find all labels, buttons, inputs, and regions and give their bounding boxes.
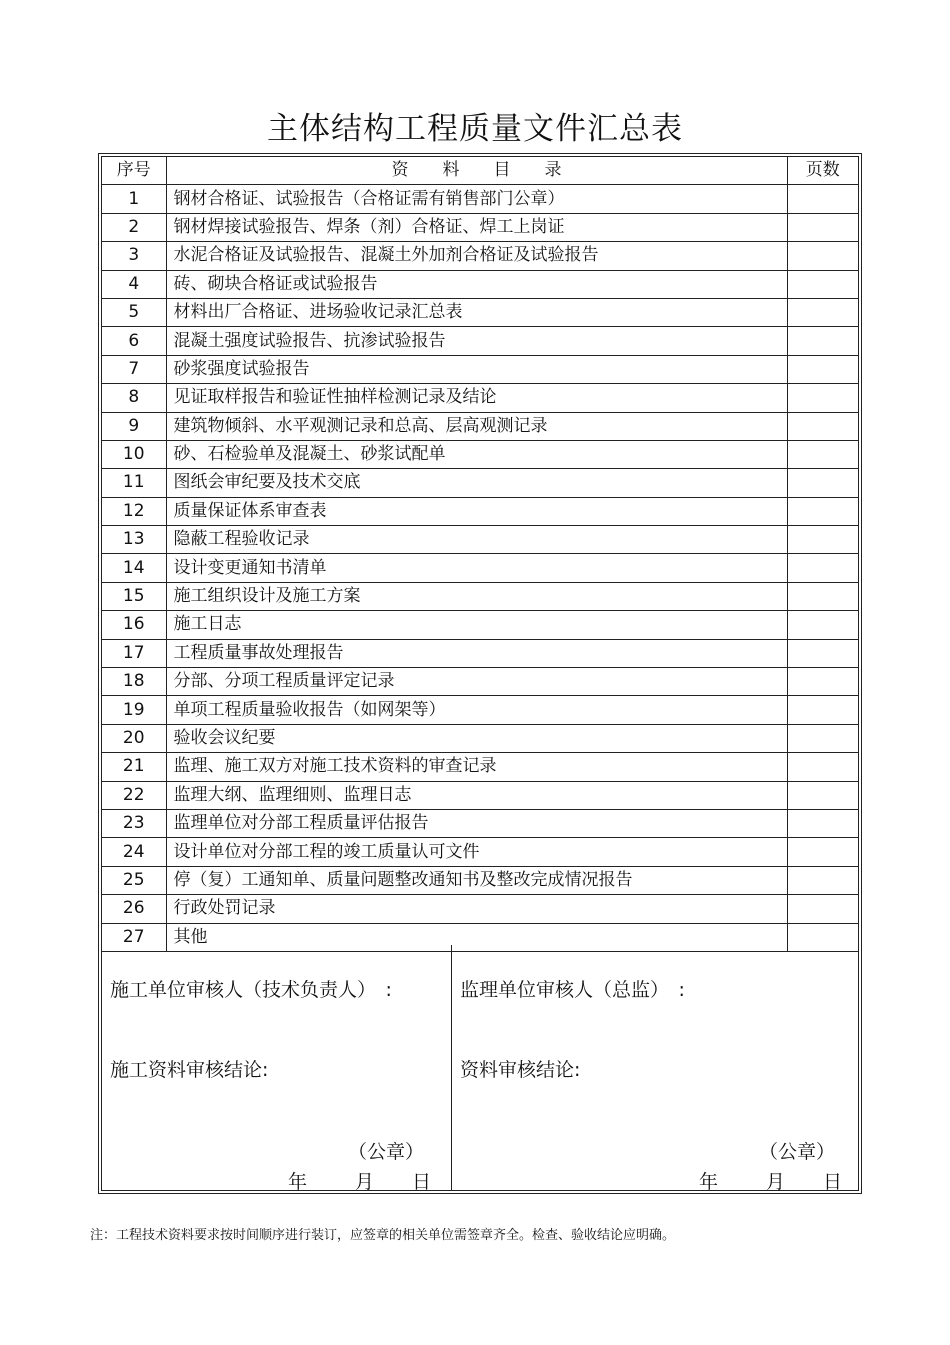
row-item: 材料出厂合格证、进场验收记录汇总表 bbox=[166, 298, 787, 326]
contractor-date bbox=[288, 1167, 431, 1194]
row-pages-cell[interactable] bbox=[787, 497, 858, 525]
row-pages-cell[interactable] bbox=[787, 753, 858, 781]
table-row bbox=[102, 781, 858, 809]
row-item: 砖、砌块合格证或试验报告 bbox=[166, 270, 787, 298]
row-item: 设计变更通知书清单 bbox=[166, 554, 787, 582]
row-item: 质量保证体系审查表 bbox=[166, 497, 787, 525]
row-item: 钢材合格证、试验报告（合格证需有销售部门公章） bbox=[166, 185, 787, 213]
row-pages-cell[interactable] bbox=[787, 781, 858, 809]
table-row bbox=[102, 384, 858, 412]
table-row bbox=[102, 611, 858, 639]
row-number: 13 bbox=[102, 526, 166, 554]
header-no: 序号 bbox=[102, 157, 166, 185]
row-pages-cell[interactable] bbox=[787, 213, 858, 241]
row-item: 建筑物倾斜、水平观测记录和总高、层高观测记录 bbox=[166, 412, 787, 440]
document-list-table bbox=[102, 157, 858, 952]
date-year: 年 bbox=[699, 1171, 719, 1193]
table-row bbox=[102, 185, 858, 213]
row-item: 行政处罚记录 bbox=[166, 895, 787, 923]
row-pages-cell[interactable] bbox=[787, 327, 858, 355]
summary-form bbox=[98, 153, 862, 1194]
row-number: 2 bbox=[102, 213, 166, 241]
row-item: 其他 bbox=[166, 923, 787, 951]
row-item: 见证取样报告和验证性抽样检测记录及结论 bbox=[166, 384, 787, 412]
row-number: 22 bbox=[102, 781, 166, 809]
row-number: 20 bbox=[102, 724, 166, 752]
row-number: 5 bbox=[102, 298, 166, 326]
row-number: 16 bbox=[102, 611, 166, 639]
row-number: 15 bbox=[102, 582, 166, 610]
row-item: 监理、施工双方对施工技术资料的审查记录 bbox=[166, 753, 787, 781]
table-row bbox=[102, 724, 858, 752]
supervisor-conclusion-label: 资料审核结论: bbox=[460, 1059, 581, 1081]
supervisor-seal-label: （公章） bbox=[759, 1141, 836, 1163]
header-pages: 页数 bbox=[787, 157, 858, 185]
row-number: 11 bbox=[102, 469, 166, 497]
row-pages-cell[interactable] bbox=[787, 355, 858, 383]
table-row bbox=[102, 298, 858, 326]
row-item: 验收会议纪要 bbox=[166, 724, 787, 752]
table-row bbox=[102, 866, 858, 894]
row-number: 25 bbox=[102, 866, 166, 894]
row-pages-cell[interactable] bbox=[787, 668, 858, 696]
row-number: 19 bbox=[102, 696, 166, 724]
row-number: 4 bbox=[102, 270, 166, 298]
row-item: 工程质量事故处理报告 bbox=[166, 639, 787, 667]
table-row bbox=[102, 270, 858, 298]
row-number: 21 bbox=[102, 753, 166, 781]
row-pages-cell[interactable] bbox=[787, 838, 858, 866]
row-item: 分部、分项工程质量评定记录 bbox=[166, 668, 787, 696]
table-row bbox=[102, 838, 858, 866]
row-pages-cell[interactable] bbox=[787, 185, 858, 213]
date-day: 日 bbox=[412, 1171, 432, 1193]
signature-section bbox=[102, 945, 858, 1193]
row-pages-cell[interactable] bbox=[787, 469, 858, 497]
table-row bbox=[102, 412, 858, 440]
row-pages-cell[interactable] bbox=[787, 696, 858, 724]
row-number: 18 bbox=[102, 668, 166, 696]
row-item: 施工组织设计及施工方案 bbox=[166, 582, 787, 610]
contractor-reviewer-label: 施工单位审核人（技术负责人） : bbox=[110, 979, 392, 1001]
table-row bbox=[102, 213, 858, 241]
supervisor-review-panel bbox=[452, 945, 858, 1193]
row-item: 停（复）工通知单、质量问题整改通知书及整改完成情况报告 bbox=[166, 866, 787, 894]
row-item: 施工日志 bbox=[166, 611, 787, 639]
row-item: 单项工程质量验收报告（如网架等） bbox=[166, 696, 787, 724]
form-inner-border bbox=[101, 156, 859, 1191]
contractor-review-panel bbox=[102, 945, 452, 1193]
table-row bbox=[102, 554, 858, 582]
table-row bbox=[102, 327, 858, 355]
row-item: 设计单位对分部工程的竣工质量认可文件 bbox=[166, 838, 787, 866]
row-pages-cell[interactable] bbox=[787, 724, 858, 752]
row-pages-cell[interactable] bbox=[787, 554, 858, 582]
row-number: 12 bbox=[102, 497, 166, 525]
date-month: 月 bbox=[355, 1171, 375, 1193]
row-pages-cell[interactable] bbox=[787, 270, 858, 298]
date-year: 年 bbox=[288, 1171, 308, 1193]
row-pages-cell[interactable] bbox=[787, 582, 858, 610]
table-row bbox=[102, 696, 858, 724]
row-pages-cell[interactable] bbox=[787, 384, 858, 412]
row-number: 27 bbox=[102, 923, 166, 951]
contractor-seal-label: （公章） bbox=[348, 1141, 425, 1163]
table-row bbox=[102, 753, 858, 781]
table-row bbox=[102, 809, 858, 837]
table-row bbox=[102, 242, 858, 270]
row-number: 24 bbox=[102, 838, 166, 866]
row-item: 砂、石检验单及混凝土、砂浆试配单 bbox=[166, 440, 787, 468]
table-row bbox=[102, 639, 858, 667]
contractor-conclusion-label: 施工资料审核结论: bbox=[110, 1059, 269, 1081]
row-pages-cell[interactable] bbox=[787, 412, 858, 440]
row-number: 26 bbox=[102, 895, 166, 923]
row-number: 10 bbox=[102, 440, 166, 468]
row-pages-cell[interactable] bbox=[787, 526, 858, 554]
row-pages-cell[interactable] bbox=[787, 809, 858, 837]
row-item: 水泥合格证及试验报告、混凝土外加剂合格证及试验报告 bbox=[166, 242, 787, 270]
row-number: 14 bbox=[102, 554, 166, 582]
row-pages-cell[interactable] bbox=[787, 298, 858, 326]
table-row bbox=[102, 582, 858, 610]
row-item: 图纸会审纪要及技术交底 bbox=[166, 469, 787, 497]
row-pages-cell[interactable] bbox=[787, 611, 858, 639]
table-row bbox=[102, 895, 858, 923]
row-number: 23 bbox=[102, 809, 166, 837]
row-item: 监理单位对分部工程质量评估报告 bbox=[166, 809, 787, 837]
row-item: 砂浆强度试验报告 bbox=[166, 355, 787, 383]
row-number: 8 bbox=[102, 384, 166, 412]
row-item: 监理大纲、监理细则、监理日志 bbox=[166, 781, 787, 809]
table-row bbox=[102, 469, 858, 497]
supervisor-date bbox=[699, 1167, 842, 1194]
supervisor-reviewer-label: 监理单位审核人（总监） : bbox=[460, 979, 685, 1001]
row-pages-cell[interactable] bbox=[787, 440, 858, 468]
row-number: 7 bbox=[102, 355, 166, 383]
table-row bbox=[102, 497, 858, 525]
table-row bbox=[102, 355, 858, 383]
row-number: 3 bbox=[102, 242, 166, 270]
table-row bbox=[102, 526, 858, 554]
page-title: 主体结构工程质量文件汇总表 bbox=[267, 111, 683, 147]
row-number: 1 bbox=[102, 185, 166, 213]
row-pages-cell[interactable] bbox=[787, 639, 858, 667]
row-item: 钢材焊接试验报告、焊条（剂）合格证、焊工上岗证 bbox=[166, 213, 787, 241]
footnote: 注：工程技术资料要求按时间顺序进行装订，应签章的相关单位需签章齐全。检查、验收结论应明确。 bbox=[90, 1228, 676, 1243]
row-number: 9 bbox=[102, 412, 166, 440]
table-row bbox=[102, 668, 858, 696]
date-month: 月 bbox=[766, 1171, 786, 1193]
row-pages-cell[interactable] bbox=[787, 895, 858, 923]
row-number: 6 bbox=[102, 327, 166, 355]
row-pages-cell[interactable] bbox=[787, 866, 858, 894]
row-item: 混凝土强度试验报告、抗渗试验报告 bbox=[166, 327, 787, 355]
header-item: 资 料 目 录 bbox=[166, 157, 787, 185]
table-header-row bbox=[102, 157, 858, 185]
row-number: 17 bbox=[102, 639, 166, 667]
row-item: 隐蔽工程验收记录 bbox=[166, 526, 787, 554]
date-day: 日 bbox=[823, 1171, 843, 1193]
table-row bbox=[102, 440, 858, 468]
row-pages-cell[interactable] bbox=[787, 242, 858, 270]
